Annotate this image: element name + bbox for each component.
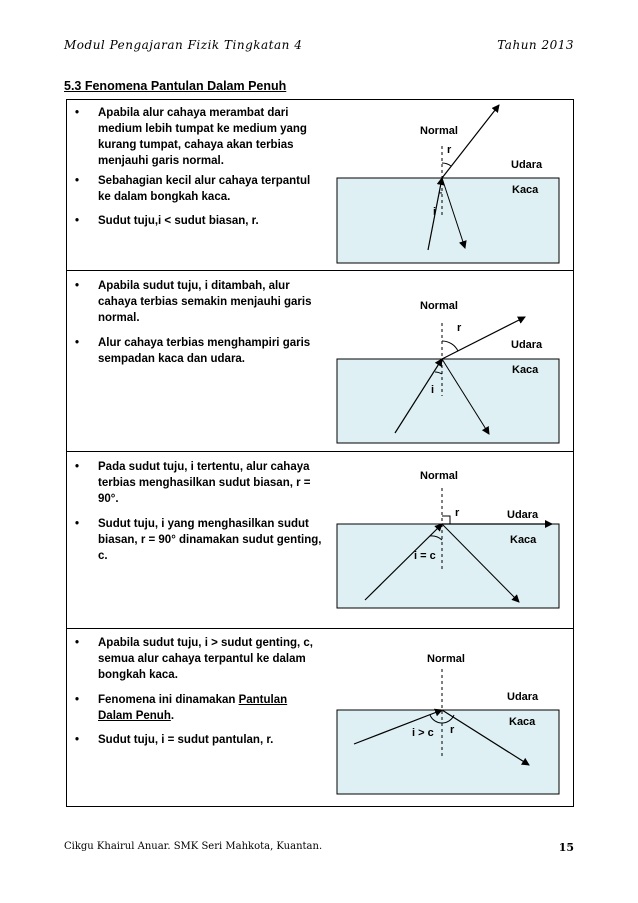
angle-r-label: r — [450, 724, 455, 736]
normal-label: Normal — [420, 470, 458, 482]
refraction-diagram-1 — [317, 100, 573, 270]
glass-label: Kaca — [512, 364, 539, 376]
angle-r-label: r — [455, 507, 460, 519]
normal-label: Normal — [420, 125, 458, 137]
angle-i-label: i — [431, 384, 435, 396]
header-module-title: Modul Pengajaran Fizik Tingkatan 4 — [64, 38, 303, 52]
content-table — [66, 99, 574, 807]
air-label: Udara — [511, 159, 543, 171]
angle-r-arc — [442, 341, 458, 351]
normal-label: Normal — [427, 653, 465, 665]
glass-label: Kaca — [509, 716, 536, 728]
table-row-3: • Pada sudut tuju, i tertentu, alur cahaya terbias menghasilkan sudut biasan, r = 90°. • Sudut tuju, i yang menghasilkan sudut biasan, r = 90° dinamakan sudut genting, c. Normal r Udara Kaca i = c — [67, 452, 573, 629]
normal-label: Normal — [420, 300, 458, 312]
angle-i-label: i — [433, 206, 437, 218]
section-title: 5.3 Fenomena Pantulan Dalam Penuh — [64, 79, 287, 93]
glass-label: Kaca — [512, 184, 539, 196]
air-label: Udara — [507, 691, 539, 703]
table-row-4: • Apabila sudut tuju, i > sudut genting, c, semua alur cahaya terpantul ke dalam bongkah kaca. • Fenomena ini dinamakan Pantulan Dalam Penuh. • Sudut tuju, i = sudut pantulan, r. Normal Udara Kaca i > c r — [67, 629, 573, 806]
angle-r-label: r — [447, 144, 452, 156]
footer-author: Cikgu Khairul Anuar. SMK Seri Mahkota, Kuantan. — [64, 841, 323, 852]
air-label: Udara — [511, 339, 543, 351]
page-header — [64, 38, 574, 60]
table-row-2: • Apabila sudut tuju, i ditambah, alur cahaya terbias semakin menjauhi garis normal. • Alur cahaya terbias menghampiri garis sempadan kaca dan udara. Normal r Udara Kaca i — [67, 271, 573, 452]
page-number: 15 — [558, 841, 574, 854]
refraction-diagram-4 — [317, 629, 573, 805]
angle-i-label: i > c — [412, 727, 434, 739]
angle-i-label: i = c — [414, 550, 436, 562]
refraction-diagram-2 — [317, 271, 573, 451]
refraction-diagram-3 — [317, 452, 573, 628]
glass-label: Kaca — [510, 534, 537, 546]
refracted-ray — [442, 105, 499, 178]
header-year: Tahun 2013 — [497, 38, 574, 52]
angle-r-arc — [442, 163, 451, 166]
table-row-1: • Apabila alur cahaya merambat dari medium lebih tumpat ke medium yang kurang tumpat, cahaya akan terbias menjauhi garis normal. • Sebahagian kecil alur cahaya terpantul ke dalam bongkah kaca. • Sudut tuju,i < sudut biasan, r. Normal r Udara Kaca i — [67, 100, 573, 271]
refracted-ray — [442, 317, 525, 359]
right-angle-marker — [442, 516, 450, 524]
angle-r-label: r — [457, 322, 462, 334]
underlined-term: Pantulan Dalam Penuh — [98, 694, 288, 722]
page-footer — [64, 841, 574, 852]
air-label: Udara — [507, 509, 539, 521]
